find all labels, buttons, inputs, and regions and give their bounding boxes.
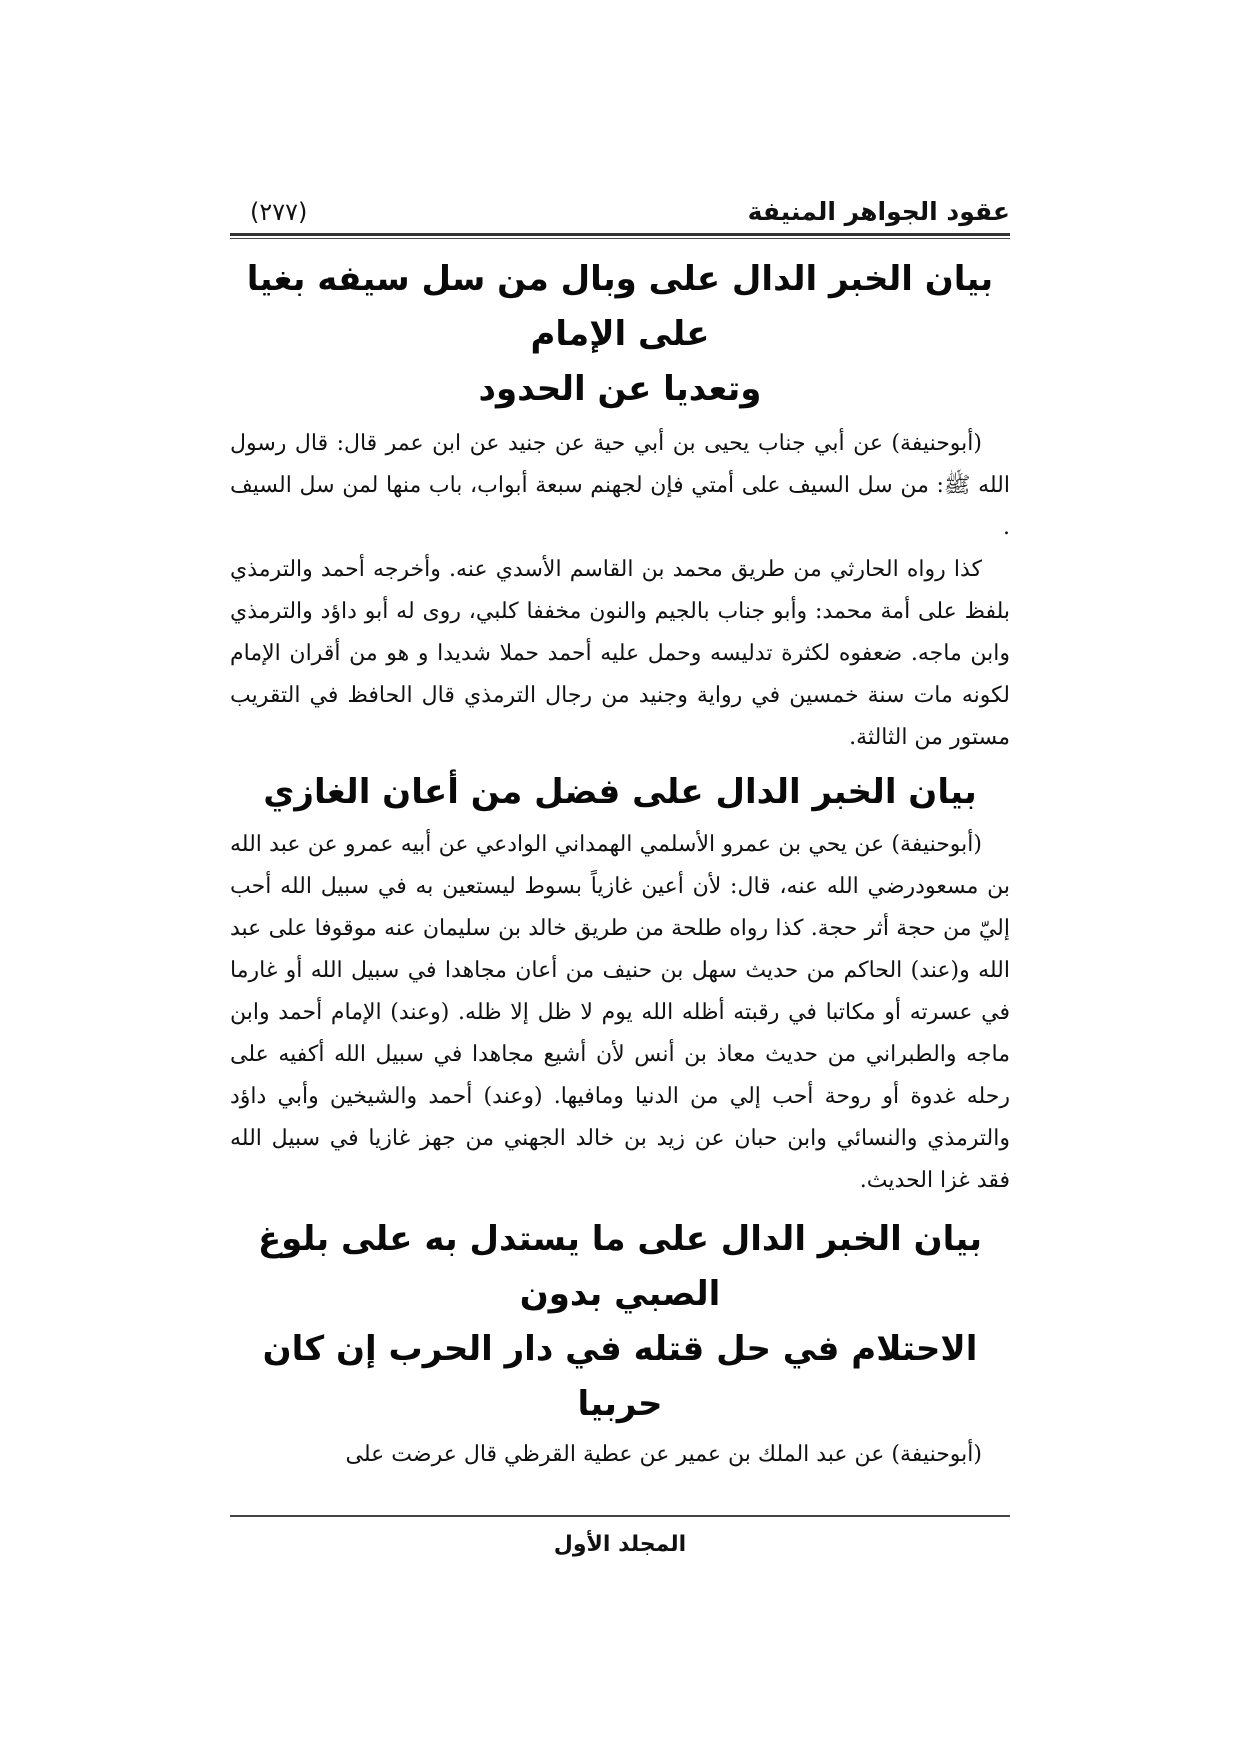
commentary-paragraph: كذا رواه الحارثي من طريق محمد بن القاسم الأسدي عنه. وأخرجه أحمد والترمذي بلفظ على أمة محمد: وأبو جناب بالجيم والنون مخففا كلبي، روى له أبو داؤد والترمذي وابن ماجه. ضعفوه لكثرة تدليسه وحمل عليه أحمد حملا شديدا و هو من أقران الإمام لكونه مات سنة خمسين في رواية وجنيد من رجال الترمذي قال الحافظ في التقريب مستور من الثالثة. — [230, 557, 1010, 750]
hadith-paragraph: (أبوحنيفة) عن أبي جناب يحيى بن أبي حية عن جنيد عن ابن عمر قال: قال رسول الله ﷺ: من سل السيف على أمتي فإن لجهنم سبعة أبواب، باب منها لمن سل السيف . — [230, 431, 1010, 540]
section-heading — [230, 252, 1010, 417]
footer-rule — [230, 1515, 1010, 1517]
volume-label: المجلد الأول — [553, 1532, 687, 1557]
heading-line: بيان الخبر الدال على فضل من أعان الغازي — [263, 772, 977, 812]
section-heading — [230, 765, 1010, 820]
running-header — [230, 188, 1010, 228]
page-number: (٢٧٧) — [250, 198, 308, 226]
page-content — [230, 252, 1010, 1476]
section-heading — [230, 1212, 1010, 1432]
heading-line: الاحتلام في حل قتله في دار الحرب إن كان حربيا — [262, 1329, 978, 1424]
section-rebellion — [230, 252, 1010, 759]
heading-line: وتعديا عن الحدود — [478, 369, 762, 409]
book-page — [230, 0, 1010, 1754]
section-helping-warrior — [230, 765, 1010, 1202]
header-double-rule — [230, 233, 1010, 236]
heading-line: بيان الخبر الدال على ما يستدل به على بلوغ الصبي بدون — [257, 1219, 983, 1314]
hadith-paragraph: (أبوحنيفة) عن عبد الملك بن عمير عن عطية القرظي قال عرضت على — [345, 1442, 982, 1467]
book-title: عقود الجواهر المنيفة — [747, 197, 1010, 226]
hadith-paragraph: (أبوحنيفة) عن يحي بن عمرو الأسلمي الهمداني الوادعي عن أبيه عمرو عن عبد الله بن مسعودرضي الله عنه، قال: لأن أعين غازياً بسوط ليستعين به في سبيل الله أحب إليّ من حجة أثر حجة. كذا رواه طلحة من طريق خالد بن سليمان عنه موقوفا على عبد الله و(عند) الحاكم من حديث سهل بن حنيف من أعان مجاهدا في سبيل الله أو غارما في عسرته أو مكاتبا في رقبته أظله الله يوم لا ظل إلا ظله. (وعند) الإمام أحمد وابن ماجه والطبراني من حديث معاذ بن أنس لأن أشيع مجاهدا في سبيل الله أكفيه على رحله غدوة أو روحة أحب إلي من الدنيا ومافيها. (وعند) أحمد والشيخين وأبي داؤد والترمذي والنسائي وابن حبان عن زيد بن خالد الجهني من جهز غازيا في سبيل الله فقد غزا الحديث. — [230, 832, 1010, 1193]
section-puberty — [230, 1212, 1010, 1476]
heading-line: بيان الخبر الدال على وبال من سل سيفه بغيا على الإمام — [246, 259, 994, 354]
